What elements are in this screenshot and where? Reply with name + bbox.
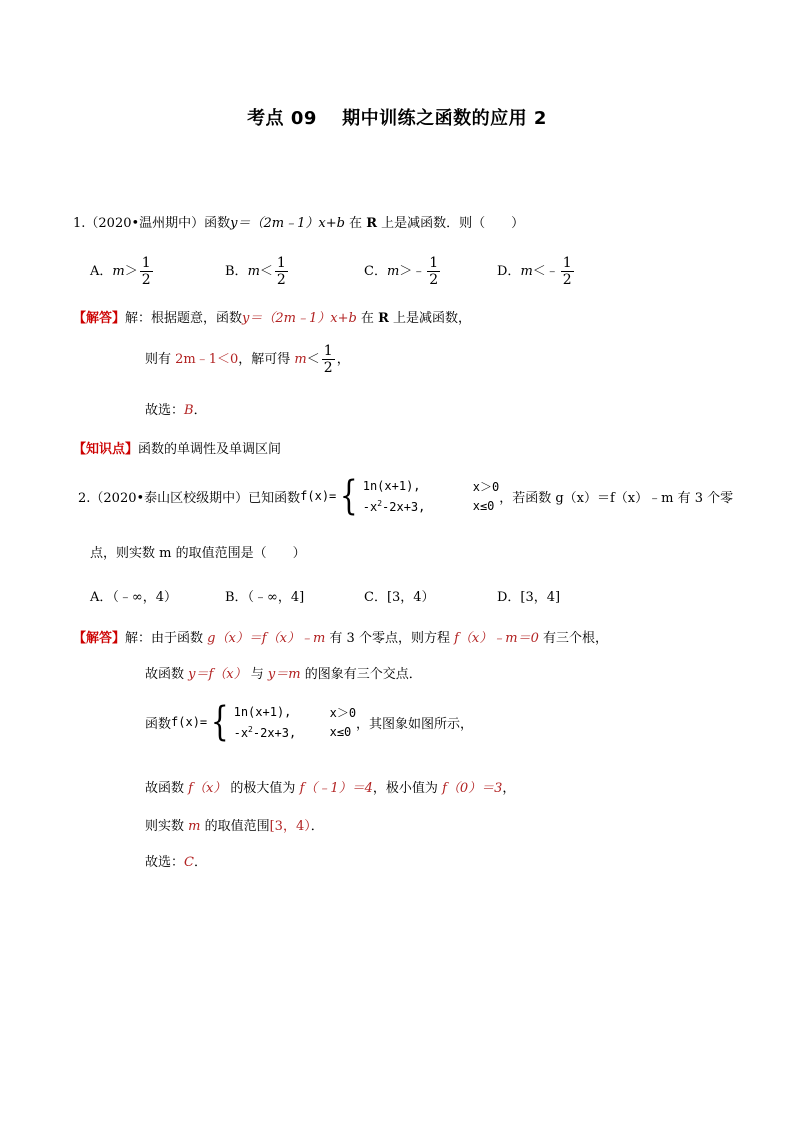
q2-answer-line4 [145, 777, 515, 796]
fraction-den: 2 [276, 272, 286, 288]
kp-tag [73, 442, 138, 457]
option-rel: ＜ [259, 264, 273, 279]
line3-end: ． [193, 403, 207, 418]
case-expr: 1n(x+1), [233, 705, 292, 719]
q1-stem-suffix: 上是减函数．则（ ） [377, 216, 525, 231]
line2-mid: ，解可得 [238, 352, 295, 367]
q2-option-c: C．[3，4） [364, 590, 435, 605]
q1-answer-line3 [145, 399, 207, 418]
q2-answer-line1 [73, 627, 608, 646]
q2-answer-line6 [145, 851, 207, 870]
a5-pre: 则实数 [145, 819, 189, 834]
page-title: 考点 09 期中训练之函数的应用 2 [247, 108, 547, 129]
option-rel: ＞﹣ [399, 264, 426, 279]
a4-red2: f（﹣1）＝4 [299, 781, 373, 796]
a2-red2: y＝m [267, 667, 301, 682]
case-row [234, 702, 356, 722]
line2-end: ， [336, 352, 350, 367]
q1-stem [73, 212, 524, 231]
piecewise-fx: f(x)= [300, 489, 337, 503]
a4-end: ， [502, 781, 516, 796]
a2-mid: 与 [246, 667, 268, 682]
fraction-den: 2 [141, 272, 151, 288]
option-rel: ＞ [124, 264, 138, 279]
a2-end: 的图象有三个交点． [300, 667, 422, 682]
case-cond: x≤0 [329, 725, 352, 739]
q2-stem-line2: 点，则实数 m 的取值范围是（ ） [90, 546, 306, 561]
q2-option-a: A．（﹣∞，4） [90, 590, 177, 605]
answer-tag [73, 631, 125, 646]
piecewise-fx: f(x)= [171, 715, 208, 729]
q1-option-d [497, 256, 576, 287]
fraction-num: 1 [276, 255, 286, 271]
fraction-num: 1 [562, 255, 572, 271]
a4-red3: f（0）＝3 [442, 781, 503, 796]
fraction [561, 256, 574, 287]
a6-end: ． [193, 855, 207, 870]
a2-red1: y＝f（x） [188, 667, 247, 682]
answer-r: R [378, 311, 389, 326]
a6-pre: 故选： [145, 855, 185, 870]
a1-pre: 解：由于函数 [125, 631, 208, 646]
fraction-den: 2 [429, 272, 439, 288]
q2-stem-prefix: 2.（2020•泰山区校级期中）已知函数 [78, 490, 301, 506]
kp-text: 函数的单调性及单调区间 [138, 442, 282, 457]
fraction-num: 1 [323, 343, 333, 359]
fraction [140, 256, 153, 287]
kp-tag-text: 【知识点】 [73, 442, 139, 457]
q1-stem-func: y＝（2m﹣1）x+b [230, 216, 345, 231]
fraction-den: 2 [562, 272, 572, 288]
case-cond: x＞0 [472, 479, 500, 494]
case-row [363, 476, 499, 496]
case-expr: $-x^2-2x+3$, [233, 724, 297, 740]
q2-option-d: D．[3，4] [497, 590, 561, 605]
fraction [427, 256, 440, 287]
a5-red: [3，4） [269, 819, 311, 834]
q2-answer-line5 [145, 815, 324, 834]
brace-icon: { [210, 699, 229, 745]
option-var: m [520, 264, 533, 279]
line3-answer: B [184, 403, 194, 418]
q2-piecewise [300, 473, 500, 519]
a4-red1: f（x） [188, 781, 227, 796]
a1-red1: g（x）＝f（x）﹣m [207, 631, 326, 646]
fraction-num: 1 [429, 255, 439, 271]
q1-answer-line2 [145, 344, 350, 375]
option-label: B． [225, 264, 248, 279]
q1-stem-mid: 在 [344, 216, 367, 231]
a3-post: ，其图象如图所示， [356, 716, 474, 732]
a1-red2: f（x）﹣m＝0 [454, 631, 539, 646]
piecewise-cases [234, 702, 356, 742]
case-row [234, 722, 356, 742]
answer-tail: 上是减函数， [388, 311, 472, 326]
q1-option-b [225, 256, 290, 287]
q1-stem-r: R [366, 216, 377, 231]
case-cond: x＞0 [329, 705, 357, 720]
line2-pre: 则有 [145, 352, 176, 367]
fraction [275, 256, 288, 287]
option-var: m [112, 264, 125, 279]
answer-func: y＝（2m﹣1）x+b [242, 311, 357, 326]
option-rel: ＜﹣ [532, 264, 559, 279]
q1-stem-prefix: 1.（2020•温州期中）函数 [73, 216, 231, 231]
a5-end: ． [310, 819, 324, 834]
answer-tag-text: 【解答】 [73, 631, 126, 646]
answer-mid: 在 [356, 311, 379, 326]
line2-ineq: 2m﹣1＜0 [175, 352, 239, 367]
a3-pre: 函数 [145, 716, 172, 732]
q2-stem-after: ，若函数 g（x）＝f（x）﹣m 有 3 个零 [499, 490, 734, 506]
a4-mid: 的极大值为 [226, 781, 300, 796]
answer-tag [73, 311, 125, 326]
option-var: m [247, 264, 260, 279]
case-expr: $-x^2-2x+3$, [362, 498, 426, 514]
a5-mid: 的取值范围 [200, 819, 270, 834]
option-label: D． [497, 264, 521, 279]
fraction-den: 2 [323, 360, 333, 376]
a4-pre: 故函数 [145, 781, 189, 796]
a6-answer: C [184, 855, 194, 870]
case-expr: 1n(x+1), [362, 479, 421, 493]
option-var: m [386, 264, 400, 279]
q2-stem [78, 473, 734, 519]
a2-pre: 故函数 [145, 667, 189, 682]
case-cond: x≤0 [472, 499, 495, 513]
option-label: A． [90, 264, 113, 279]
answer-tag-text: 【解答】 [73, 311, 126, 326]
answer-lead: 解：根据题意，函数 [125, 311, 243, 326]
a5-var: m [188, 819, 201, 834]
a1-mid: 有 3 个零点，则方程 [325, 631, 455, 646]
q1-knowledge-point [73, 438, 281, 457]
q2-answer-line2 [145, 663, 422, 682]
line2-rel: ＜ [306, 352, 320, 367]
a3-piecewise [171, 699, 357, 745]
brace-icon: { [340, 473, 358, 519]
piecewise-cases [363, 476, 499, 516]
a4-mid2: ，极小值为 [372, 781, 443, 796]
fraction [322, 344, 335, 375]
q2-answer-line3 [145, 699, 474, 745]
q2-option-b: B．（﹣∞，4] [225, 590, 305, 605]
line3-pre: 故选： [145, 403, 185, 418]
line2-var: m [294, 352, 307, 367]
q1-option-c [364, 256, 442, 287]
q1-option-a [90, 256, 155, 287]
case-row [363, 496, 499, 516]
a1-end: 有三个根， [538, 631, 608, 646]
q1-answer-line1 [73, 307, 471, 326]
option-label: C． [364, 264, 387, 279]
fraction-num: 1 [141, 255, 151, 271]
